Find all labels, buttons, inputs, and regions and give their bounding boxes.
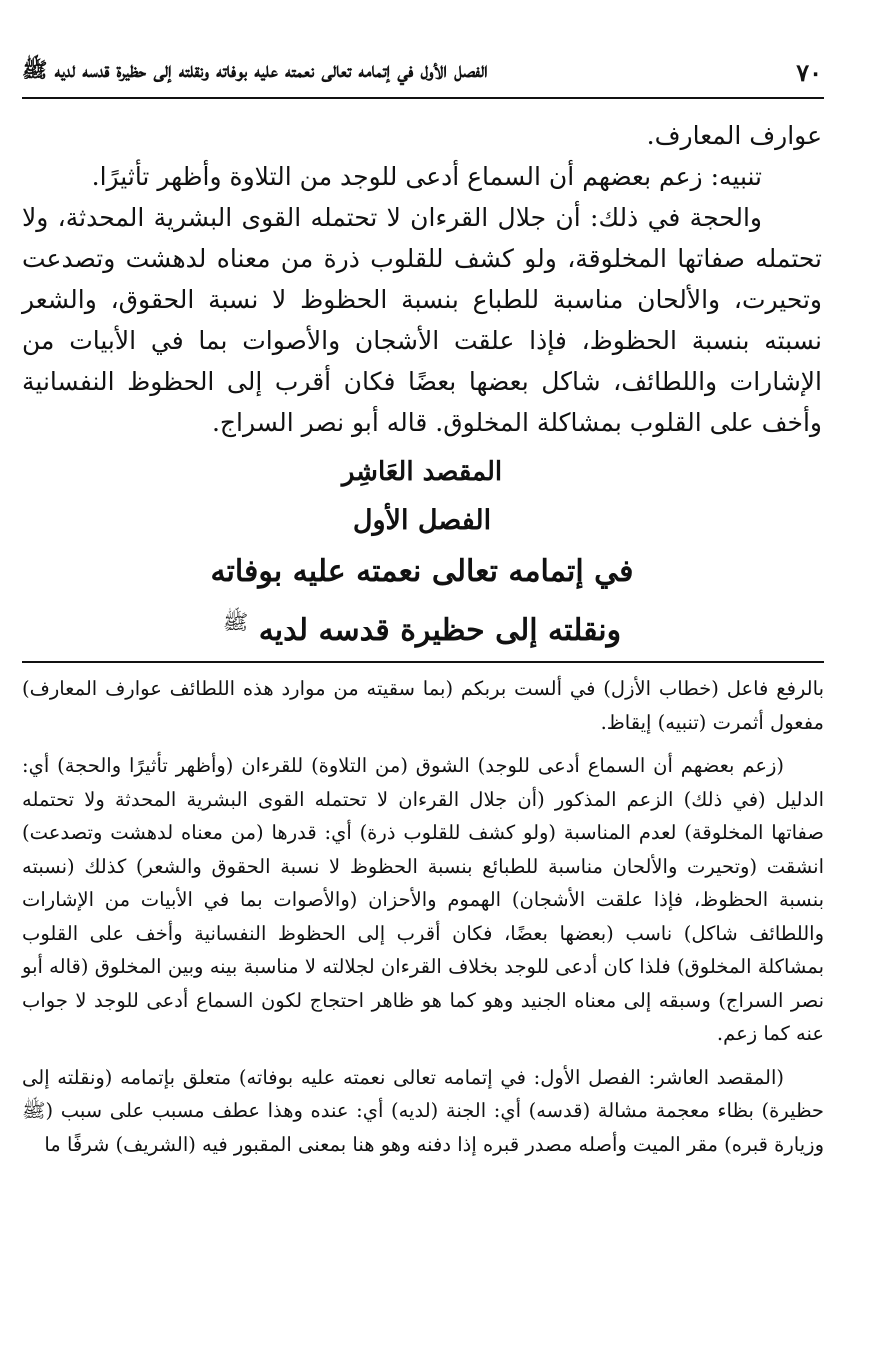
section-heading-fasl: الفصل الأول: [352, 505, 492, 536]
page-number: ٧٠: [796, 57, 822, 87]
commentary-paragraph-3: (المقصد العاشر: الفصل الأول: في إتمامه تعالى نعمته عليه بوفاته) متعلق بإتمامه (ونقلته إلى حظيرة) بظاء معجمة مشالة (قدسه) أي: الجنة (لديه) أي: عنده وهذا عطف مسبب على سبب (ﷺ وزيارة قبره) مقر الميت وأصله مصدر قبره إذا دفنه وهو هنا بمعنى المقبور فيه (الشريف) شرفًا ما: [22, 1065, 824, 1156]
running-title: الفصل الأول في إتمامه تعالى نعمته عليه بوفاته ونقلته إلى حظيرة قدسه لديه ﷺ: [22, 56, 488, 82]
main-paragraph-hujja: والحجة في ذلك: أن جلال القرءان لا تحتمله القوى البشرية المحدثة، ولا تحتمله صفاتها المخلوقة، ولو كشف للقلوب ذرة من معناه لدهشت وتصدعت وتحيرت، والألحان مناسبة للطباع بنسبة الحظوظ لا نسبة الحقوق، والشعر نسبته بنسبة الحظوظ، فإذا علقت الأشجان والأصوات بما في الأبيات من الإشارات واللطائف، شاكل بعضها بعضًا فكان أقرب إلى الحظوظ النفسانية وأخف على القلوب بمشاكلة المخلوق. قاله أبو نصر السراج.: [22, 203, 822, 437]
commentary-paragraph-1: بالرفع فاعل (خطاب الأزل) في ألست بربكم (بما سقيته من موارد هذه اللطائف عوارف المعارف) مفعول أثمرت (تنبيه) إيقاظ.: [22, 677, 824, 734]
section-heading-maqsad: المقصد العَاشِر: [341, 457, 503, 487]
main-paragraph-tanbih: تنبيه: زعم بعضهم أن السماع أدعى للوجد من التلاوة وأظهر تأثيرًا.: [91, 162, 762, 191]
chapter-headings: [22, 449, 822, 656]
page-header: [22, 52, 822, 92]
main-paragraph-0: عوارف المعارف.: [646, 121, 822, 150]
commentary-paragraph-2: (زعم بعضهم أن السماع أدعى للوجد) الشوق (من التلاوة) للقرءان (وأظهر تأثيرًا والحجة) أي: الدليل (في ذلك) الزعم المذكور (أن جلال القرءان لا تحتمله القوى البشرية المحدثة ولا تحتمله صفاتها المخلوقة) لعدم المناسبة (ولو كشف للقلوب ذرة) أي: قدرها (من معناه لدهشت وتصدعت) انشقت (وتحيرت والألحان مناسبة للطبائع بنسبة الحظوظ لا نسبة الحقوق والشعر) كذلك (نسبته بنسبة الحظوظ، فإذا علقت الأشجان) الهموم والأحزان (والأصوات بما في الأبيات من الإشارات واللطائف شاكل) ناسب (بعضها بعضًا، فكان أقرب إلى الحظوظ النفسانية وأخف على القلوب بمشاكلة المخلوق) فلذا كان أدعى للوجد بخلاف القرءان لجلالته لا مناسبة بينه وبين المخلوق (قاله أبو نصر السراج) وسبقه إلى معناه الجنيد وهو كما هو ظاهر احتجاج لكون السماع أدعى للوجد لا جواب عنه كما زعم.: [22, 754, 824, 1045]
chapter-title-line-2-text: ونقلته إلى حظيرة قدسه لديه: [258, 613, 622, 648]
chapter-title-line-2: [22, 597, 822, 656]
chapter-title-line-1: في إتمامه تعالى نعمته عليه بوفاته: [210, 554, 634, 589]
main-text: [22, 115, 822, 656]
commentary-divider: [22, 661, 824, 663]
sallallah-glyph: ﷺ: [222, 610, 249, 634]
commentary-text: [22, 672, 824, 1171]
header-divider: [22, 97, 824, 99]
